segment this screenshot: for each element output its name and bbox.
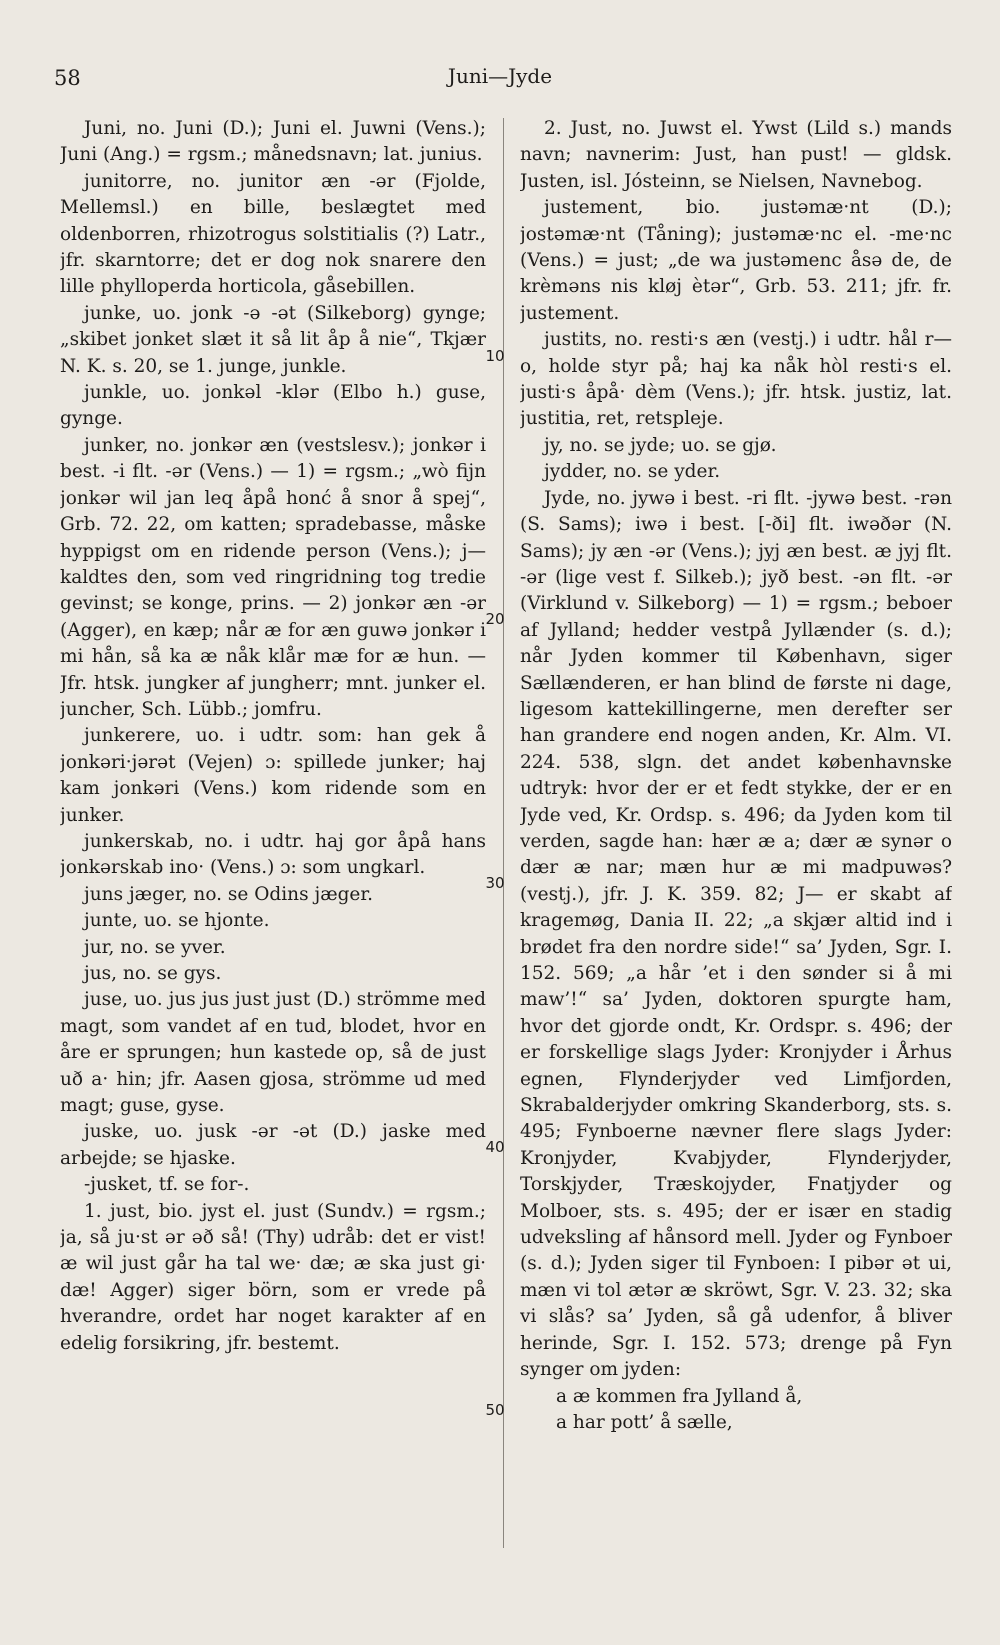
dictionary-entry: 1. just, bio. jyst el. just (Sundv.) = rgsm.; ja, så ju·st ər əð så! (Thy) udråb: det er vist! æ wil just går ha tal we· dæ; æ ska just gi· dæ! Agger) siger börn, som er vrede på hverandre, ordet har noget karakter af en edelig forsikring, jfr. bestemt. [60, 1200, 486, 1354]
dictionary-entry: jur, no. se yver. [84, 936, 226, 958]
dictionary-entry: junkle, uo. jonkəl -klər (Elbo h.) guse, gynge. [60, 382, 486, 430]
dictionary-entry: Jyde, no. jywə i best. -ri flt. -jywə best. -rən (S. Sams); iwə i best. [-ði] flt. iwəðər (N. Sams); jy æn -ər (Vens.); jyj æn best. æ jyj flt. -ər (lige vest f. Silkeb.); jyð best. -ən flt. -ər (Virklund v. Silkeborg) — 1) = rgsm.; beboer af Jylland; hedder vestpå Jyllænder (s. d.); når Jyden kommer til København, siger Sællænderen, er han blind de første ni dage, ligesom kattekillingerne, men derefter ser han grandere end nogen anden, Kr. Alm. VI. 224. 538, slgn. det andet københavnske udtryk: hvor der er et fedt stykke, der er en Jyde ved, Kr. Ordsp. s. 496; da Jyden kom til verden, sagde han: hær æ a; dær æ synər o dær æ nar; mæn hur æ mi madpuwəs? (vestj.), jfr. J. K. 359. 82; J— er skabt af kragemøg, Dania II. 22; „a skjær altid ind i brødet fra den nordre side!“ sa’ Jyden, Sgr. I. 152. 569; „a hår ’et i den sønder si å mi maw’!“ sa’ Jyden, doktoren spurgte ham, hvor det gjorde ondt, Kr. Ordspr. s. 496; der er forskellige slags Jyder: Kronjyder i Århus egnen, Flynderjyder ved Limfjorden, Skrabalderjyder omkring Skanderborg, sts. s. 495; Fynboerne nævner flere slags Jyder: Kronjyder, Kvabjyder, Flynderjyder, Torskjyder, Træskojyder, Fnatjyder og Molboer, sts. s. 495; der er især en stadig udveksling af hånsord mell. Jyder og Fynboer (s. d.); Jyden siger til Fynboen: I pibər ət ui, mæn vi tol ætər æ skröwt, Sgr. V. 23. 32; ska vi slås? sa’ Jyden, så gå udenfor, å bliver herinde, Sgr. I. 152. 573; drenge på Fyn synger om jyden: [520, 487, 952, 1381]
dictionary-entry: juse, uo. jus jus just just (D.) strömme med magt, som vandet af en tud, blodet, hvor en åre er sprungen; hun kastede op, så de just uð a· hin; jfr. Aasen gjosa, strömme ud med magt; guse, gyse. [60, 989, 486, 1117]
dictionary-entry: juns jæger, no. se Odins jæger. [84, 883, 374, 905]
line-number: 30 [485, 874, 505, 892]
verse-line: a æ kommen fra Jylland å, [556, 1385, 803, 1407]
line-number: 20 [485, 610, 505, 628]
dictionary-entry: jus, no. se gys. [84, 963, 222, 984]
left-column [60, 116, 486, 1586]
dictionary-entry: -jusket, tf. se for-. [84, 1174, 250, 1196]
dictionary-entry: justement, bio. justəmæ·nt (D.); jostəmæ·nt (Tåning); justəmæ·nc el. -me·nc (Vens.) = just; „de wa justəmenc åsə de, de krèməns nis kløj ètər“, Grb. 53. 211; jfr. fr. justement. [520, 197, 952, 324]
column-divider [503, 118, 504, 1548]
verse-line: a har pott’ å sælle, [556, 1411, 733, 1433]
dictionary-entry: 2. Just, no. Juwst el. Ywst (Lild s.) mands navn; navnerim: Just, han pust! — gldsk. Justen, isl. Jósteinn, se Nielsen, Navnebog. [520, 118, 952, 192]
page-number: 58 [54, 66, 81, 90]
dictionary-entry: justits, no. resti·s æn (vestj.) i udtr. hål r— o, holde styr på; haj ka nåk hòl resti·s el. justi·s åpå· dèm (Vens.); jfr. htsk. justiz, lat. justitia, ret, retspleje. [520, 329, 952, 430]
dictionary-entry: junker, no. jonkər æn (vestslesv.); jonkər i best. -i flt. -ər (Vens.) — 1) = rgsm.; „wò fijn jonkər wil jan leq åpå honć å snor å spej“, Grb. 72. 22, om katten; spradebasse, måske hyppigst om en ridende person (Vens.); j— kaldtes den, som ved ringridning tog tredie gevinst; se konge, prins. — 2) jonkər æn -ər (Agger), en kæp; når æ for æn guwə jonkər i mi hån, så ka æ nåk klår mæ for æ hun. — Jfr. htsk. jungker af jungherr; mnt. junker el. juncher, Sch. Lübb.; jomfru. [60, 434, 486, 720]
dictionary-entry: junitorre, no. junitor æn -ər (Fjolde, Mellemsl.) en bille, beslægtet med oldenborren, rhizotrogus solstitialis (?) Latr., jfr. skarntorre; det er dog nok snarere den lille phylloperda horticola, gåsebillen. [60, 170, 486, 298]
line-number: 10 [485, 347, 505, 365]
dictionary-entry: junke, uo. jonk -ə -ət (Silkeborg) gynge; „skibet jonket slæt it så lit åp å nie“, Tkjær N. K. s. 20, se 1. junge, junkle. [60, 302, 486, 377]
page-header [0, 66, 1000, 96]
dictionary-entry: jy, no. se jyde; uo. se gjø. [544, 434, 777, 456]
line-number: 40 [485, 1138, 505, 1156]
right-column [520, 116, 952, 1586]
dictionary-entry: Juni, no. Juni (D.); Juni el. Juwni (Vens.); Juni (Ang.) = rgsm.; månedsnavn; lat. junius. [60, 118, 486, 166]
dictionary-entry: jydder, no. se yder. [544, 461, 721, 483]
dictionary-entry: junte, uo. se hjonte. [84, 910, 270, 932]
dictionary-entry: junkerere, uo. i udtr. som: han gek å jonkəri·jərət (Vejen) ɔ: spillede junker; haj kam jonkəri (Vens.) kom ridende som en junker. [60, 725, 486, 826]
line-number: 50 [485, 1401, 505, 1419]
running-head: Juni—Jyde [447, 64, 553, 88]
dictionary-entry: junkerskab, no. i udtr. haj gor åpå hans jonkərskab ino· (Vens.) ɔ: som ungkarl. [60, 830, 486, 879]
dictionary-entry: juske, uo. jusk -ər -ət (D.) jaske med arbejde; se hjaske. [60, 1121, 486, 1169]
